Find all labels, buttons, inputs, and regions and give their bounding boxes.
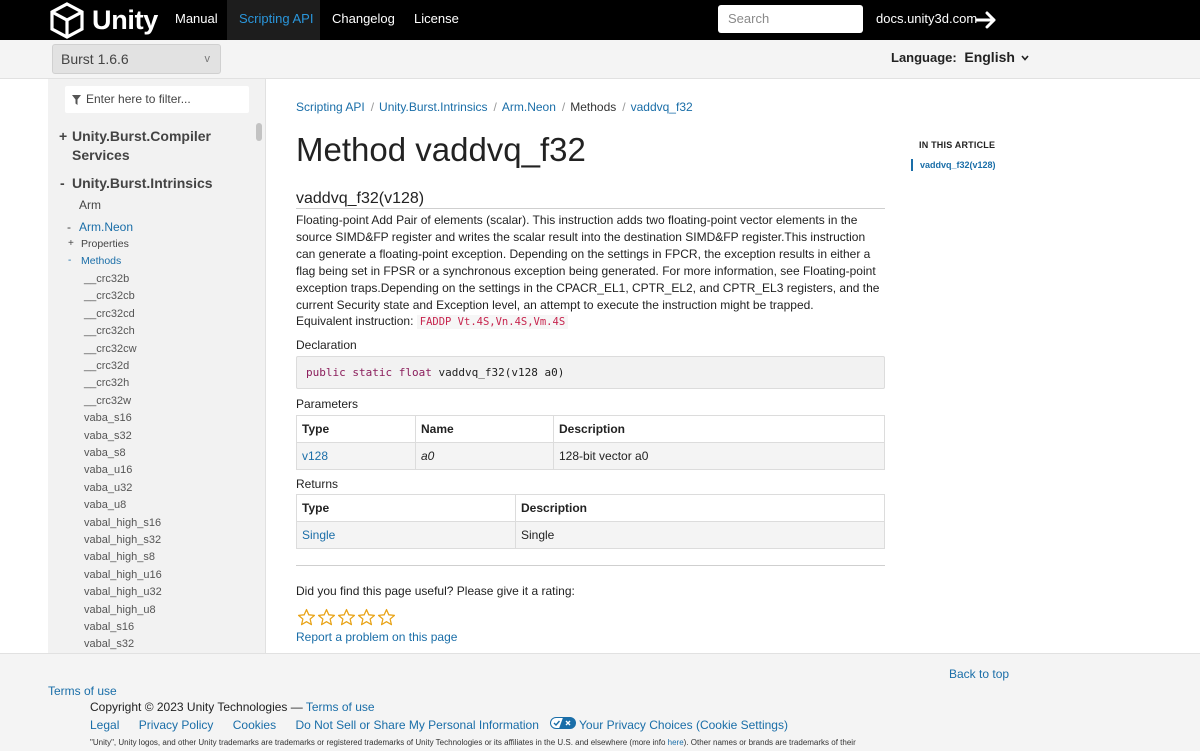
collapse-icon[interactable]: - bbox=[60, 175, 65, 191]
equivalent-label: Equivalent instruction: bbox=[296, 314, 414, 329]
brand-name: Unity bbox=[92, 4, 159, 35]
site-link[interactable]: docs.unity3d.com bbox=[876, 11, 978, 26]
breadcrumb bbox=[296, 100, 693, 114]
legal-text-end: ). Other names or brands are trademarks of their bbox=[683, 738, 856, 747]
sidebar-method-item[interactable]: vaba_u16 bbox=[84, 464, 133, 477]
sidebar-method-item[interactable]: __crc32ch bbox=[84, 325, 135, 338]
footer-link-legal[interactable]: Legal bbox=[90, 718, 120, 732]
table-row bbox=[297, 522, 885, 549]
tree-item-methods[interactable]: Methods bbox=[81, 255, 122, 267]
parameters-table bbox=[296, 415, 885, 470]
code-keyword: static bbox=[352, 366, 393, 379]
arrow-right-icon[interactable] bbox=[976, 10, 998, 30]
star-icon[interactable] bbox=[317, 608, 336, 627]
sidebar-method-item[interactable]: __crc32cd bbox=[84, 307, 135, 320]
nav-license[interactable]: License bbox=[414, 11, 459, 26]
rating-question: Did you find this page useful? Please give it a rating: bbox=[296, 584, 575, 598]
sidebar-method-item[interactable]: vabal_high_s16 bbox=[84, 516, 162, 529]
breadcrumb-intrinsics[interactable]: Unity.Burst.Intrinsics bbox=[379, 100, 488, 114]
copyright-terms-link[interactable]: Terms of use bbox=[305, 700, 375, 714]
sidebar-method-item[interactable]: vaba_s8 bbox=[84, 447, 126, 459]
returns-table bbox=[296, 494, 885, 549]
sidebar-method-item[interactable]: __crc32cw bbox=[84, 342, 137, 355]
collapse-icon[interactable]: - bbox=[67, 220, 71, 234]
tree-item-compiler[interactable]: Unity.Burst.Compiler bbox=[72, 128, 211, 144]
tree-item-arm-neon[interactable]: Arm.Neon bbox=[79, 220, 134, 234]
footer-terms-link[interactable]: Terms of use bbox=[48, 684, 117, 698]
unity-cube-icon bbox=[48, 1, 86, 39]
column-header: Type bbox=[297, 495, 516, 522]
nav-manual[interactable]: Manual bbox=[175, 11, 218, 26]
tree-item-compiler-services[interactable]: Services bbox=[72, 147, 130, 163]
sidebar-method-item[interactable]: vaba_s32 bbox=[84, 429, 132, 442]
report-problem-link[interactable]: Report a problem on this page bbox=[296, 630, 458, 644]
sidebar-method-item[interactable]: __crc32h bbox=[84, 377, 130, 390]
breadcrumb-current[interactable]: vaddvq_f32 bbox=[630, 100, 693, 114]
collapse-icon[interactable]: - bbox=[68, 255, 72, 266]
table-header-row bbox=[297, 416, 885, 443]
breadcrumb-separator: / bbox=[370, 100, 375, 114]
declaration-label: Declaration bbox=[296, 338, 357, 352]
star-icon[interactable] bbox=[297, 608, 316, 627]
footer-link-privacy-policy[interactable]: Privacy Policy bbox=[138, 718, 214, 732]
return-type-link[interactable]: Single bbox=[302, 528, 336, 542]
star-icon[interactable] bbox=[337, 608, 356, 627]
declaration-code bbox=[296, 356, 885, 389]
nav-changelog[interactable]: Changelog bbox=[332, 11, 395, 26]
column-header: Description bbox=[554, 416, 885, 443]
sidebar-method-item[interactable]: vaba_u32 bbox=[84, 481, 133, 494]
table-row bbox=[297, 443, 885, 470]
rating-stars bbox=[297, 608, 397, 628]
sidebar-method-item[interactable]: vabal_high_s8 bbox=[84, 551, 155, 564]
sidebar-method-item[interactable]: __crc32cb bbox=[84, 290, 135, 303]
parameters-label: Parameters bbox=[296, 397, 359, 411]
description-text: Floating-point Add Pair of elements (scalar). This instruction adds two floating-point vector elements in the source SIMD&FP register and writes the scalar result into the destination SIMD&FP register.This instruction can generate a floating-point exception. Depending on the settings in FPCR, the exception results in either a flag being set in FPSR or a synchronous exception being generated. For more information, see Floating-point exception traps.Depending on the settings in the CPACR_EL1, CPTR_EL2, and CPTR_EL3 registers, and the current Security state and Exception level, an attempt to execute the instruction might be trapped. bbox=[296, 213, 880, 312]
tree-item-intrinsics[interactable]: Unity.Burst.Intrinsics bbox=[72, 175, 213, 191]
page-title: Method vaddvq_f32 bbox=[296, 131, 586, 168]
language-selector[interactable] bbox=[891, 40, 1029, 79]
sidebar-method-item[interactable]: vabal_high_u16 bbox=[84, 568, 162, 581]
table-header-row bbox=[297, 495, 885, 522]
breadcrumb-scripting-api[interactable]: Scripting API bbox=[296, 100, 365, 114]
top-bar bbox=[0, 0, 1200, 40]
param-type-link[interactable]: v128 bbox=[302, 449, 329, 463]
version-select[interactable] bbox=[52, 44, 221, 74]
column-header: Name bbox=[416, 416, 554, 443]
toc-item[interactable]: vaddvq_f32(v128) bbox=[920, 160, 996, 170]
unity-logo[interactable] bbox=[48, 1, 158, 39]
expand-icon[interactable]: + bbox=[68, 238, 74, 249]
returns-label: Returns bbox=[296, 477, 339, 491]
overload-heading: vaddvq_f32(v128) bbox=[296, 190, 885, 209]
sidebar-method-item[interactable]: vabal_high_u32 bbox=[84, 586, 162, 599]
breadcrumb-methods: Methods bbox=[570, 100, 617, 114]
chevron-down-icon: v bbox=[204, 53, 210, 65]
expand-icon[interactable]: + bbox=[59, 128, 68, 144]
breadcrumb-separator: / bbox=[493, 100, 497, 114]
version-value: Burst 1.6.6 bbox=[61, 51, 129, 67]
star-icon[interactable] bbox=[357, 608, 376, 627]
code-signature: vaddvq_f32(v128 a0) bbox=[438, 366, 565, 379]
column-header: Type bbox=[297, 416, 416, 443]
param-desc-cell: 128-bit vector a0 bbox=[554, 443, 885, 470]
nav-scripting-api[interactable]: Scripting API bbox=[227, 0, 320, 40]
sidebar-method-item[interactable]: vaba_s16 bbox=[84, 412, 132, 425]
param-type-cell bbox=[297, 443, 416, 470]
toc-active-indicator bbox=[911, 159, 913, 171]
sidebar-method-item[interactable]: __crc32w bbox=[84, 394, 132, 407]
column-header: Description bbox=[516, 495, 885, 522]
privacy-choices-icon[interactable] bbox=[550, 717, 576, 729]
back-to-top-link[interactable]: Back to top bbox=[949, 667, 1010, 681]
return-desc-cell: Single bbox=[516, 522, 885, 549]
divider bbox=[296, 565, 885, 566]
footer-links bbox=[90, 718, 539, 732]
language-value: English bbox=[964, 49, 1015, 65]
sidebar-method-item[interactable]: __crc32d bbox=[84, 360, 130, 372]
copyright-text: Copyright © 2023 Unity Technologies — bbox=[90, 700, 306, 714]
code-keyword: public bbox=[306, 366, 346, 379]
filter-input[interactable] bbox=[65, 86, 249, 113]
star-icon[interactable] bbox=[377, 608, 396, 627]
legal-more-info-link[interactable]: here bbox=[667, 738, 684, 747]
sidebar-method-item[interactable]: vabal_s32 bbox=[84, 638, 135, 651]
tree-item-arm[interactable]: Arm bbox=[79, 198, 101, 212]
footer-link-do-not-sell[interactable]: Do Not Sell or Share My Personal Information bbox=[295, 718, 539, 732]
search-input[interactable] bbox=[718, 5, 863, 33]
legal-text: "Unity", Unity logos, and other Unity trademarks are trademarks or registered trademarks of Unity Technologies or its affiliates in the U.S. and elsewhere (more info bbox=[90, 738, 668, 747]
sidebar-method-item[interactable]: vabal_high_s32 bbox=[84, 534, 162, 546]
return-type-cell bbox=[297, 522, 516, 549]
breadcrumb-arm-neon[interactable]: Arm.Neon bbox=[501, 100, 556, 114]
method-description bbox=[296, 212, 885, 331]
toc-heading: IN THIS ARTICLE bbox=[919, 140, 996, 150]
tree-item-properties[interactable]: Properties bbox=[81, 238, 129, 250]
language-label: Language: bbox=[891, 50, 957, 65]
code-keyword: float bbox=[398, 366, 432, 379]
privacy-choices-link[interactable]: Your Privacy Choices (Cookie Settings) bbox=[579, 718, 788, 732]
copyright bbox=[90, 700, 375, 714]
param-name-cell: a0 bbox=[416, 443, 554, 470]
breadcrumb-separator: / bbox=[622, 100, 626, 114]
sidebar-method-item[interactable]: vabal_s16 bbox=[84, 621, 135, 633]
equivalent-code: FADDP Vt.4S,Vn.4S,Vm.4S bbox=[417, 315, 568, 329]
filter-icon bbox=[72, 95, 81, 105]
footer-link-cookies[interactable]: Cookies bbox=[232, 718, 277, 732]
sidebar-scrollbar[interactable] bbox=[256, 123, 262, 141]
sidebar-method-item[interactable]: vabal_high_u8 bbox=[84, 603, 156, 616]
sidebar-method-item[interactable]: vaba_u8 bbox=[84, 499, 127, 512]
chevron-down-icon bbox=[1021, 55, 1029, 61]
legal-notice bbox=[90, 738, 990, 747]
sidebar bbox=[48, 79, 266, 653]
breadcrumb-separator: / bbox=[561, 100, 566, 114]
sidebar-method-item[interactable]: __crc32b bbox=[84, 273, 130, 285]
version-bar bbox=[0, 40, 1200, 79]
